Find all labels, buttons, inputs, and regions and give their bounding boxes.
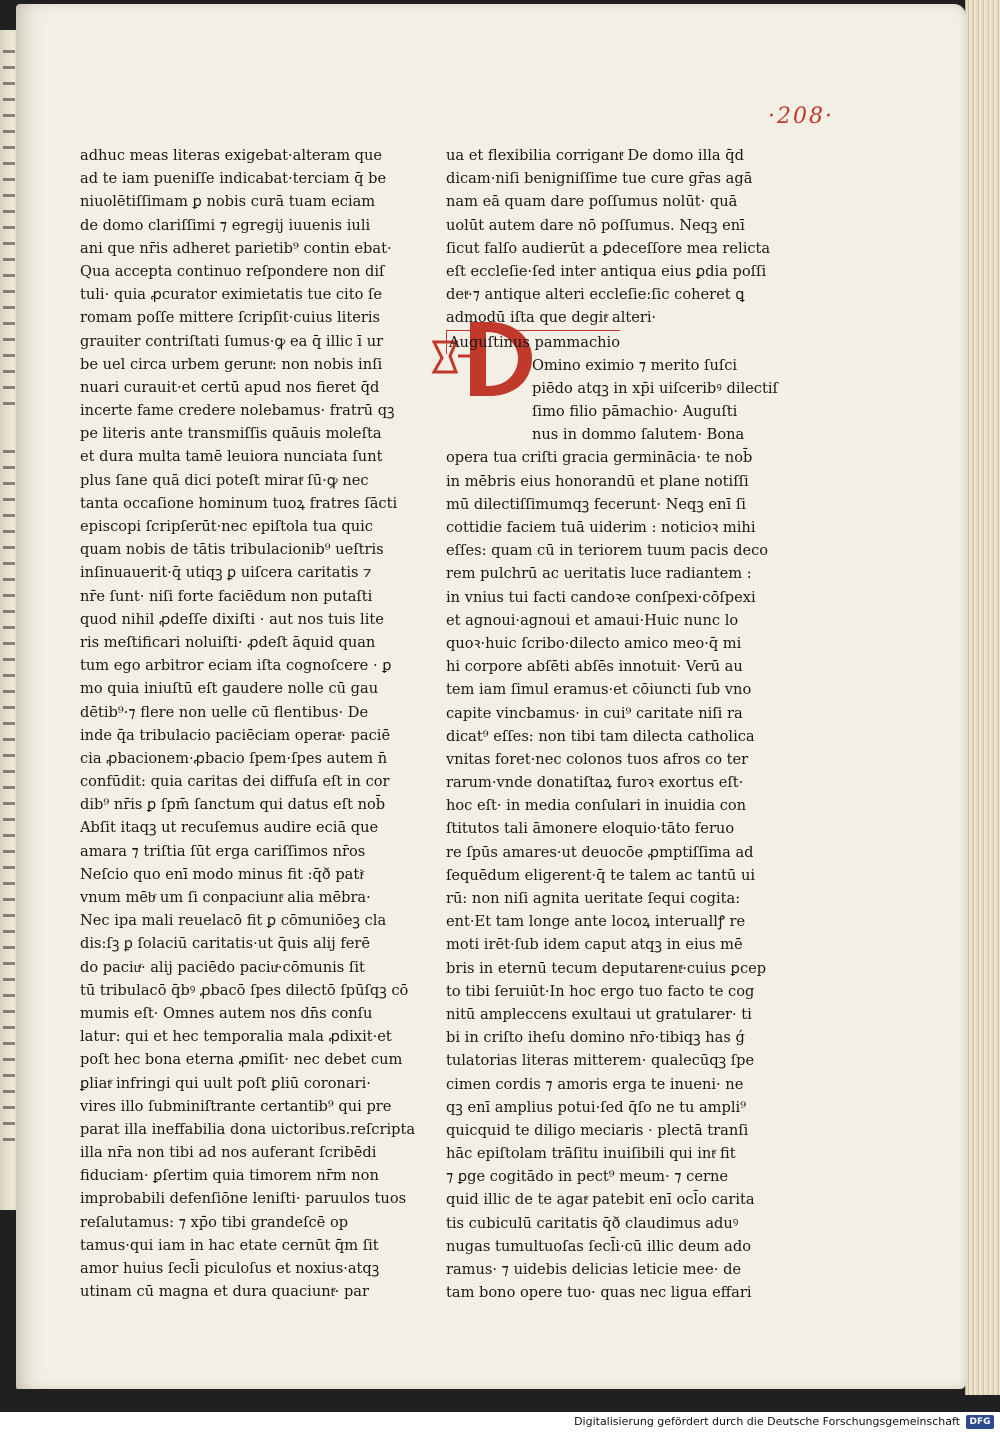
text-line: cimen cordis ⁊ amoris erga te inueni· ne — [446, 1075, 744, 1093]
text-line: episcopi ſcripſerūt·nec epiſtola tua quic — [80, 518, 373, 535]
text-line: nus in dommo ſalutem· Bona — [532, 426, 745, 444]
text-line: tam bono opere tuo· quas nec ligua effari — [446, 1284, 752, 1302]
text-line: dicam·niſi benigniſſime tue cure gr̄as agā — [446, 170, 753, 188]
text-line: do paciuͬ· alij paciēdo paciuͬ·cōmunis ſit — [80, 958, 365, 976]
text-line: plus ſane quā dici poteſt miratͬ ſū·ꝙ nec — [80, 471, 369, 489]
text-line: be uel circa urbem geruntͬ: non nobis inſi — [80, 355, 383, 373]
text-line: vires illo ſubminiſtrante certantib⁹ qui pre — [80, 1097, 392, 1115]
text-line: incerte fame credere nolebamus· fratrū qꝫ — [80, 402, 395, 420]
text-line: amor huius ſecl̄i piculoſus et noxius·atqꝫ — [80, 1260, 380, 1277]
text-line: ſimo filio pāmachio· Auguſti — [532, 403, 738, 421]
text-line: tanta occaſione hominum tuoꝝ fratres ſācti — [80, 494, 398, 512]
text-line: admodū iſta que degitͬ alteri· — [446, 309, 657, 327]
text-line: adhuc meas literas exigebat·alteram que — [80, 147, 383, 164]
text-line: opera tua criſti gracia germinācia· te nob̄ — [446, 449, 753, 467]
text-line: reſalutamus: ⁊ xp̄o tibi grandeſcē op — [80, 1213, 349, 1231]
text-line: tis cubiculū caritatis q̄ð claudimus aduꝰ — [446, 1214, 739, 1232]
text-line: tem iam ſimul eramus·et cōiuncti ſub vno — [446, 681, 752, 699]
text-line: dētib⁹·⁊ flere non uelle cū flentibus· De — [80, 703, 369, 721]
text-line: tum ego arbitror eciam iſta cognoſcere · ꝑ — [80, 657, 392, 675]
text-line: re ſpūs amares·ut deuocōe ꝓmptiſſima ad — [446, 843, 754, 861]
text-line: niuolētiſſimam ꝑ nobis curā tuam eciam — [80, 193, 376, 211]
text-line: Nec ipa mali reuelacō fit ꝑ cōmuniōeꝫ cla — [80, 912, 387, 930]
text-line: hoc eſt· in media conſulari in inuidia con — [446, 797, 747, 815]
text-line: romam poſſe mittere ſcripſit·cuius literis — [80, 309, 380, 327]
text-line: detͬ·⁊ antique alteri eccleſie:ſic coheret ꝗ — [446, 286, 745, 304]
text-line: ſtitutos tali āmonere eloquio·tāto feruo — [446, 820, 735, 838]
text-line: quid illic de te agatͬ patebit enī ocl̄o carita — [446, 1191, 755, 1209]
left-text-column — [80, 144, 416, 1303]
text-line: poſt hec bona eterna ꝓmiſit· nec debet cum — [80, 1051, 403, 1069]
text-line: rū: non niſi agnita ueritate ſequi cogita: — [446, 890, 741, 908]
text-line: ſequēdum eligerent·q̄ te talem ac tantū ui — [446, 866, 756, 884]
text-line: ⁊ ꝑge cogitādo in pect⁹ meum· ⁊ cerne — [446, 1168, 728, 1186]
text-line: grauiter contriſtati ſumus·ꝙ ea q̄ illic ī ur — [80, 332, 384, 350]
text-line: pe literis ante transmiſſis quāuis moleſta — [80, 425, 382, 443]
bleed-through-text — [3, 50, 15, 410]
text-line: moti irēt·ſub idem caput atqꝫ in eius mē — [446, 936, 743, 954]
text-line: rarum·vnde donatiſtaꝝ furoꝛ exortus eſt· — [446, 774, 744, 792]
text-line: nitū ampleccens exultaui ut gratularer· ti — [446, 1005, 752, 1023]
text-line: dis:ſꝫ ꝑ ſolaciū caritatis·ut q̄uis alij ferē — [80, 935, 370, 953]
text-line: Neſcio quo enī modo minus fit :q̄ð patiͬ — [80, 865, 364, 883]
text-line: quam nobis de tātis tribulacionib⁹ ueſtris — [80, 541, 384, 559]
text-line: vnitas foret·nec colonos tuos afros co ter — [446, 750, 749, 768]
text-line: hi corpore abſēti abſēs innotuit· Verū au — [446, 658, 743, 676]
manuscript-page — [16, 4, 966, 1389]
text-line: eſſes: quam cū in teriorem tuum pacis deco — [446, 542, 769, 560]
text-line: confūdit: quia caritas dei diffuſa eſt in cor — [80, 773, 390, 791]
text-line: tamus·qui iam in hac etate cernūt q̄m ſit — [80, 1236, 379, 1254]
text-line: to tibi ſeruiūt·In hoc ergo tuo facto te cog — [446, 982, 755, 1000]
text-line: ua et flexibilia corrigantͬ De domo illa q̄d — [446, 147, 744, 164]
text-line: illa nr̄a non tibi ad nos auferant ſcribēdi — [80, 1144, 377, 1162]
text-line: mumis eſt· Omnes autem nos dn̄s conſu — [80, 1004, 373, 1022]
text-line: nuari curauit·et certū apud nos fieret q̄d — [80, 378, 380, 396]
text-line: quicquid te diligo meciaris · plectā tranſi — [446, 1121, 749, 1139]
text-line: capite vincbamus· in cui⁹ caritate niſi ra — [446, 704, 743, 722]
text-line: inde q̄a tribulacio paciēciam operatͬ· paciē — [80, 726, 391, 744]
right-text-column — [446, 144, 776, 1304]
text-line: utinam cū magna et dura quaciuntͬ· par — [80, 1283, 369, 1301]
text-line: Abſit itaqꝫ ut recuſemus audire eciā que — [80, 819, 379, 837]
text-line: dib⁹ nr̄is ꝑ ſpm̄ ſanctum qui datus eſt nob̄ — [80, 796, 386, 814]
text-line: tū tribulacō q̄bꝰ ꝓbacō ſpes dilectō ſpūſqꝫ cō — [80, 981, 409, 999]
text-line: quoꝛ·huic ſcribo·dilecto amico meo·q̄ mi — [446, 634, 742, 652]
text-line: nr̄e ſunt· niſi forte faciēdum non putaſti — [80, 587, 373, 605]
text-line: fiduciam· ꝑſertim quia timorem nr̄m non — [80, 1167, 379, 1185]
text-line: inſinuauerit·q̄ utiqꝫ ꝑ uiſcera caritatis ⁊ — [80, 564, 372, 582]
text-line: mo quia iniuſtū eſt gaudere nolle cū gau — [80, 680, 379, 698]
dfg-logo: DFG — [966, 1415, 994, 1429]
text-line: ani que nr̄is adheret parietib⁹ contin ebat· — [80, 239, 392, 257]
text-line: mū dilectiſſimumqꝫ fecerunt· Neqꝫ enī ſi — [446, 495, 746, 513]
text-line: hāc epiſtolam trāſitu inuiſibili qui intͬ fit — [446, 1145, 736, 1163]
text-line: nugas tumultuoſas ſecl̄i·cū illic deum ado — [446, 1237, 751, 1255]
text-line: latur: qui et hec temporalia mala ꝓdixit·et — [80, 1028, 392, 1046]
text-line: bris in eternū tecum deputarentͬ·cuius ꝑcep — [446, 959, 767, 977]
text-line: Qua accepta continuo reſpondere non diſ — [80, 262, 385, 280]
text-line: piēdo atqꝫ in xp̄i uiſceribꝰ dilectiſ — [532, 379, 778, 397]
text-line: cia ꝓbacionem·ꝓbacio ſpem·ſpes autem n̄ — [80, 749, 388, 767]
text-line: amara ⁊ triſtia ſūt erga cariſſimos nr̄os — [80, 842, 366, 860]
text-line: ent·Et tam longe ante locoꝝ interuallꝭ re — [446, 913, 746, 931]
text-line: eſt eccleſie·ſed inter antiqua eius ꝑdia poſſi — [446, 262, 767, 280]
text-line: et agnoui·agnoui et amaui·Huic nunc lo — [446, 611, 739, 629]
text-line: rem pulchrū ac ueritatis luce radiantem : — [446, 565, 752, 583]
text-line: Omino eximio ⁊ merito ſuſci — [532, 356, 738, 374]
text-line: tuli· quia ꝓcurator eximietatis tue cito ſe — [80, 286, 383, 304]
page-edge-stack — [965, 0, 1000, 1395]
text-line: in mēbris eius honorandū et plane notiſſi — [446, 472, 749, 490]
text-line: de domo clariſſimi ⁊ egregij iuuenis iuli — [80, 216, 371, 234]
footer-bar — [0, 1412, 1000, 1433]
text-line: parat illa ineffabilia dona uictoribus.reſcripta — [80, 1120, 416, 1138]
text-line: ſicut falſo audierūt a ꝑdeceſſore mea relicta — [446, 239, 771, 257]
text-line: ꝑliatͬ infringi qui uult poſt ꝑliū coronari· — [80, 1074, 371, 1092]
text-line: Auguſtinus pammachio — [446, 330, 620, 354]
text-line: cottidie faciem tuā uiderim : noticioꝛ mihi — [446, 519, 756, 537]
text-line: tulatorias literas mitterem· qualecūqꝫ ſpe — [446, 1052, 755, 1070]
folio-number: ·208· — [768, 104, 834, 129]
text-line: ad te iam pueniſſe indicabat·terciam q̄ be — [80, 170, 387, 188]
text-line: in vnius tui facti candoꝛe conſpexi·cōſpexi — [446, 588, 756, 606]
text-line: dicat⁹ eſſes: non tibi tam dilecta catholica — [446, 727, 755, 745]
text-line: ris meſtificari noluiſti· ꝓdeſt āquid quan — [80, 633, 376, 651]
bleed-through-text — [3, 450, 15, 1150]
text-line: improbabili defenſiōne leniſti· paruulos tuos — [80, 1190, 407, 1208]
text-line: quod nihil ꝓdeſſe dixiſti · aut nos tuis lite — [80, 610, 384, 628]
text-line: vnum mēbͬ um ſi conpaciuntͬ alia mēbra· — [80, 889, 371, 906]
text-line: uolūt autem dare nō poſſumus. Neqꝫ enī — [446, 216, 745, 234]
text-line: et dura multa tamē leuiora nunciata ſunt — [80, 448, 383, 466]
text-line: qꝫ enī amplius potui·ſed q̄ſo ne tu ampli⁹ — [446, 1098, 747, 1116]
text-line: bi in criſto iheſu domino nr̄o·tibiqꝫ has ǵ — [446, 1029, 745, 1047]
text-line: nam eā quam dare poſſumus nolūt· quā — [446, 193, 738, 211]
funding-credit: Digitalisierung gefördert durch die Deutsche Forschungsgemeinschaft — [574, 1415, 960, 1428]
text-line: ramus· ⁊ uidebis delicias leticie mee· de — [446, 1261, 742, 1279]
